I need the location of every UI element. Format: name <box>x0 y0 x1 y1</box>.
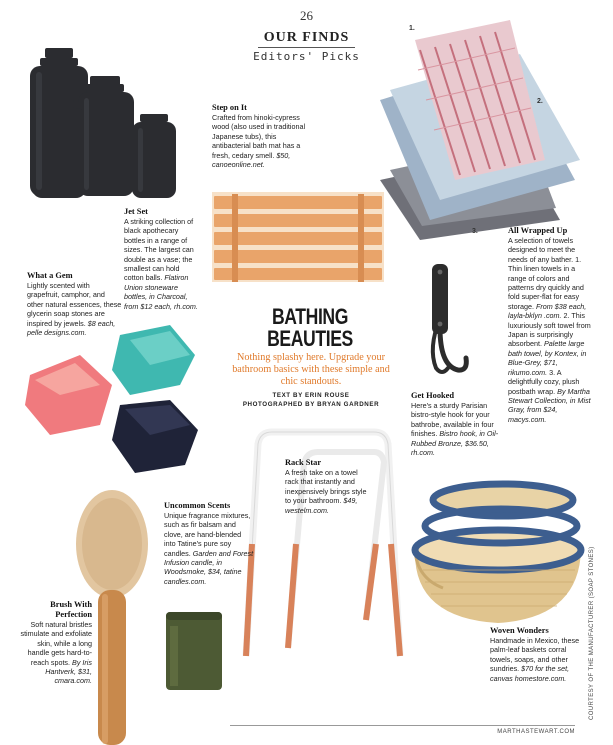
what-a-gem-title: What a Gem <box>27 271 73 280</box>
towels-image <box>360 20 590 240</box>
towel-label-3: 3. <box>472 228 478 235</box>
rack-star-blurb <box>285 458 369 515</box>
all-wrapped-up-price-2: Palette large bath towel, by Kontex, in Blue-Grey, $71, rikumo.com. <box>508 339 587 377</box>
get-hooked-body: Here's a sturdy Parisian bistro-style hook for your bathrobe, available in four finishes. <box>411 401 494 439</box>
candle-image <box>164 612 224 692</box>
feature-title-line-1: BATHING <box>271 304 349 329</box>
all-wrapped-up-body: A selection of towels designed to meet the needs of any bather. 1. Thin linen towels in a range of colors and patterns dry quickly and fold super-flat for easy storage. <box>508 236 584 311</box>
soap-stones-image <box>20 325 210 475</box>
woven-baskets-image <box>403 478 588 628</box>
all-wrapped-up-body-3: 3. A delightfully cozy, plush postbath wrap. <box>508 367 580 396</box>
what-a-gem-body: Lightly scented with grapefruit, camphor, and other natural essences, these glycerin soap stones are inspired by jewels. <box>27 281 122 328</box>
all-wrapped-up-body-2: 2. This luxuriously soft towel from Japan is surprisingly absorbent. <box>508 311 591 349</box>
uncommon-scents-blurb <box>164 501 254 586</box>
jet-set-body: A striking collection of black apothecary bottles in a range of sizes. The largest can double as a vase; the smallest can hold cotton balls. <box>124 217 194 283</box>
step-on-it-body: Crafted from hinoki-cypress wood (also used in traditional Japanese tubs), this antibacterial bath mat has a fresh, cedary smell. <box>212 113 306 160</box>
rack-star-price: $49, westelm.com. <box>285 496 358 515</box>
text-credit: TEXT BY ERIN ROUSE <box>272 392 350 399</box>
bistro-hook-image <box>418 258 470 383</box>
uncommon-scents-body: Unique fragrance mixtures, such as fir balsam and clove, are hand-blended into Tatine's pure soy candles. <box>164 511 251 558</box>
brush-title: Brush With Perfection <box>50 600 92 619</box>
towel-label-1: 1. <box>409 25 415 32</box>
brush-blurb <box>20 600 92 686</box>
get-hooked-price: Bistro hook, in Oil-Rubbed Bronze, $36.50, rh.com. <box>411 429 499 458</box>
what-a-gem-blurb <box>27 271 123 337</box>
photo-credit: PHOTOGRAPHED BY BRYAN GARDNER <box>242 401 380 408</box>
uncommon-scents-price: Garden and Forest Infusion candle, in Woodsmoke, $34, tatine candles.com. <box>164 548 254 586</box>
feature-title <box>254 306 366 350</box>
step-on-it-blurb <box>212 103 312 169</box>
jet-set-blurb <box>124 207 200 311</box>
woven-wonders-price: $70 for the set, canvas homestore.com. <box>490 664 570 683</box>
all-wrapped-up-price-1: From $38 each, layla-bklyn .com. <box>508 301 587 321</box>
header-rule <box>258 47 355 48</box>
towel-label-2: 2. <box>537 98 543 105</box>
woven-wonders-blurb <box>490 626 582 683</box>
woven-wonders-title: Woven Wonders <box>490 626 549 635</box>
brush-body: Soft natural bristles stimulate and exfoliate skin, while a long handle gets hard-to-reach spots. <box>20 620 92 667</box>
photo-courtesy: COURTESY OF THE MANUFACTURER (SOAP STONES) <box>589 546 595 720</box>
hinoki-bath-mat-image <box>212 192 384 282</box>
rack-star-body: A fresh take on a towel rack that instantly and inexpensively brings style to your bathroom. <box>285 468 367 506</box>
step-on-it-title: Step on It <box>212 103 247 112</box>
all-wrapped-up-price-3: By Martha Stewart Collection, in Mist Gray, from $24, macys.com. <box>508 386 591 424</box>
jet-set-title: Jet Set <box>124 207 148 216</box>
what-a-gem-price: $8 each, pelle designs.com. <box>27 318 116 338</box>
brush-price: By Iris Hantverk, $31, cmara.com. <box>45 657 92 686</box>
woven-wonders-body: Handmade in Mexico, these palm-leaf baskets corral towels, soaps, and other sundries. <box>490 636 580 674</box>
all-wrapped-up-title: All Wrapped Up <box>508 226 568 235</box>
uncommon-scents-title: Uncommon Scents <box>164 501 231 510</box>
get-hooked-blurb <box>411 391 499 457</box>
section-title: OUR FINDS <box>263 30 350 45</box>
step-on-it-price: $50, canoeonline.net. <box>212 150 291 170</box>
feature-title-line-2: BEAUTIES <box>267 326 353 351</box>
get-hooked-title: Get Hooked <box>411 391 455 400</box>
jet-set-price: Flatiron Union stoneware bottles, in Charcoal, from $12 each, rh.com. <box>124 273 198 311</box>
section-subtitle: Editors' Picks <box>253 50 360 63</box>
footer-rule <box>230 725 575 726</box>
apothecary-bottles-image <box>20 48 185 203</box>
all-wrapped-up-blurb <box>508 226 592 424</box>
footer-url[interactable]: MARTHASTEWART.COM <box>497 729 575 735</box>
feature-dek: Nothing splashy here. Upgrade your bathroom basics with these simple and chic standouts. <box>232 352 390 387</box>
page-number: 26 <box>300 8 313 23</box>
rack-star-title: Rack Star <box>285 458 322 467</box>
